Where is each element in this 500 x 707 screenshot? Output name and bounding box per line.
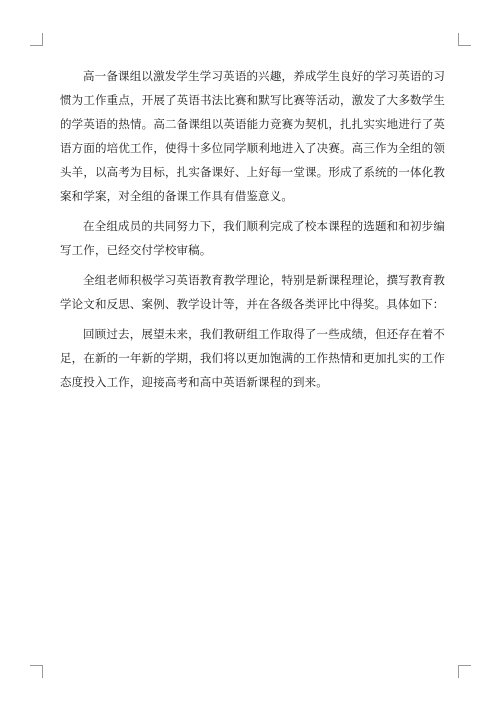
paragraph-grade-groups: 高一备课组以激发学生学习英语的兴趣，养成学生良好的学习英语的习惯为工作重点，开展了英语书法比赛和默写比赛等活动，激发了大多数学生的学英语的热情。高二备课组以英语能力竞赛为契机，扎扎实实地进行了英语方面的培优工作，使得十多位同学顺利地进入了决赛。高三作为全组的领头羊，以高考为目标，扎实备课好、上好每一堂课。形成了系统的一体化教案和学案，对全组的备课工作具有借鉴意义。 [60, 69, 445, 203]
paragraph-summary: 回顾过去，展望未来，我们教研组工作取得了一些成绩，但还存在着不足，在新的一年新的学期，我们将以更加饱满的工作热情和更加扎实的工作态度投入工作，迎接高考和高中英语新课程的到来。 [60, 327, 445, 389]
paragraph-school-curriculum: 在全组成员的共同努力下，我们顺利完成了校本课程的选题和和初步编写工作，已经交付学校审稿。 [60, 219, 445, 257]
crop-mark-bottom-left [30, 665, 43, 678]
crop-mark-top-right [458, 33, 471, 46]
crop-mark-top-left [30, 33, 43, 46]
paragraph-teacher-research: 全组老师积极学习英语教育教学理论，特别是新课程理论，撰写教育教学论文和反思、案例、教学设计等，并在各级各类评比中得奖。具体如下： [60, 273, 445, 311]
document-body [60, 64, 445, 400]
crop-mark-bottom-right [458, 665, 471, 678]
